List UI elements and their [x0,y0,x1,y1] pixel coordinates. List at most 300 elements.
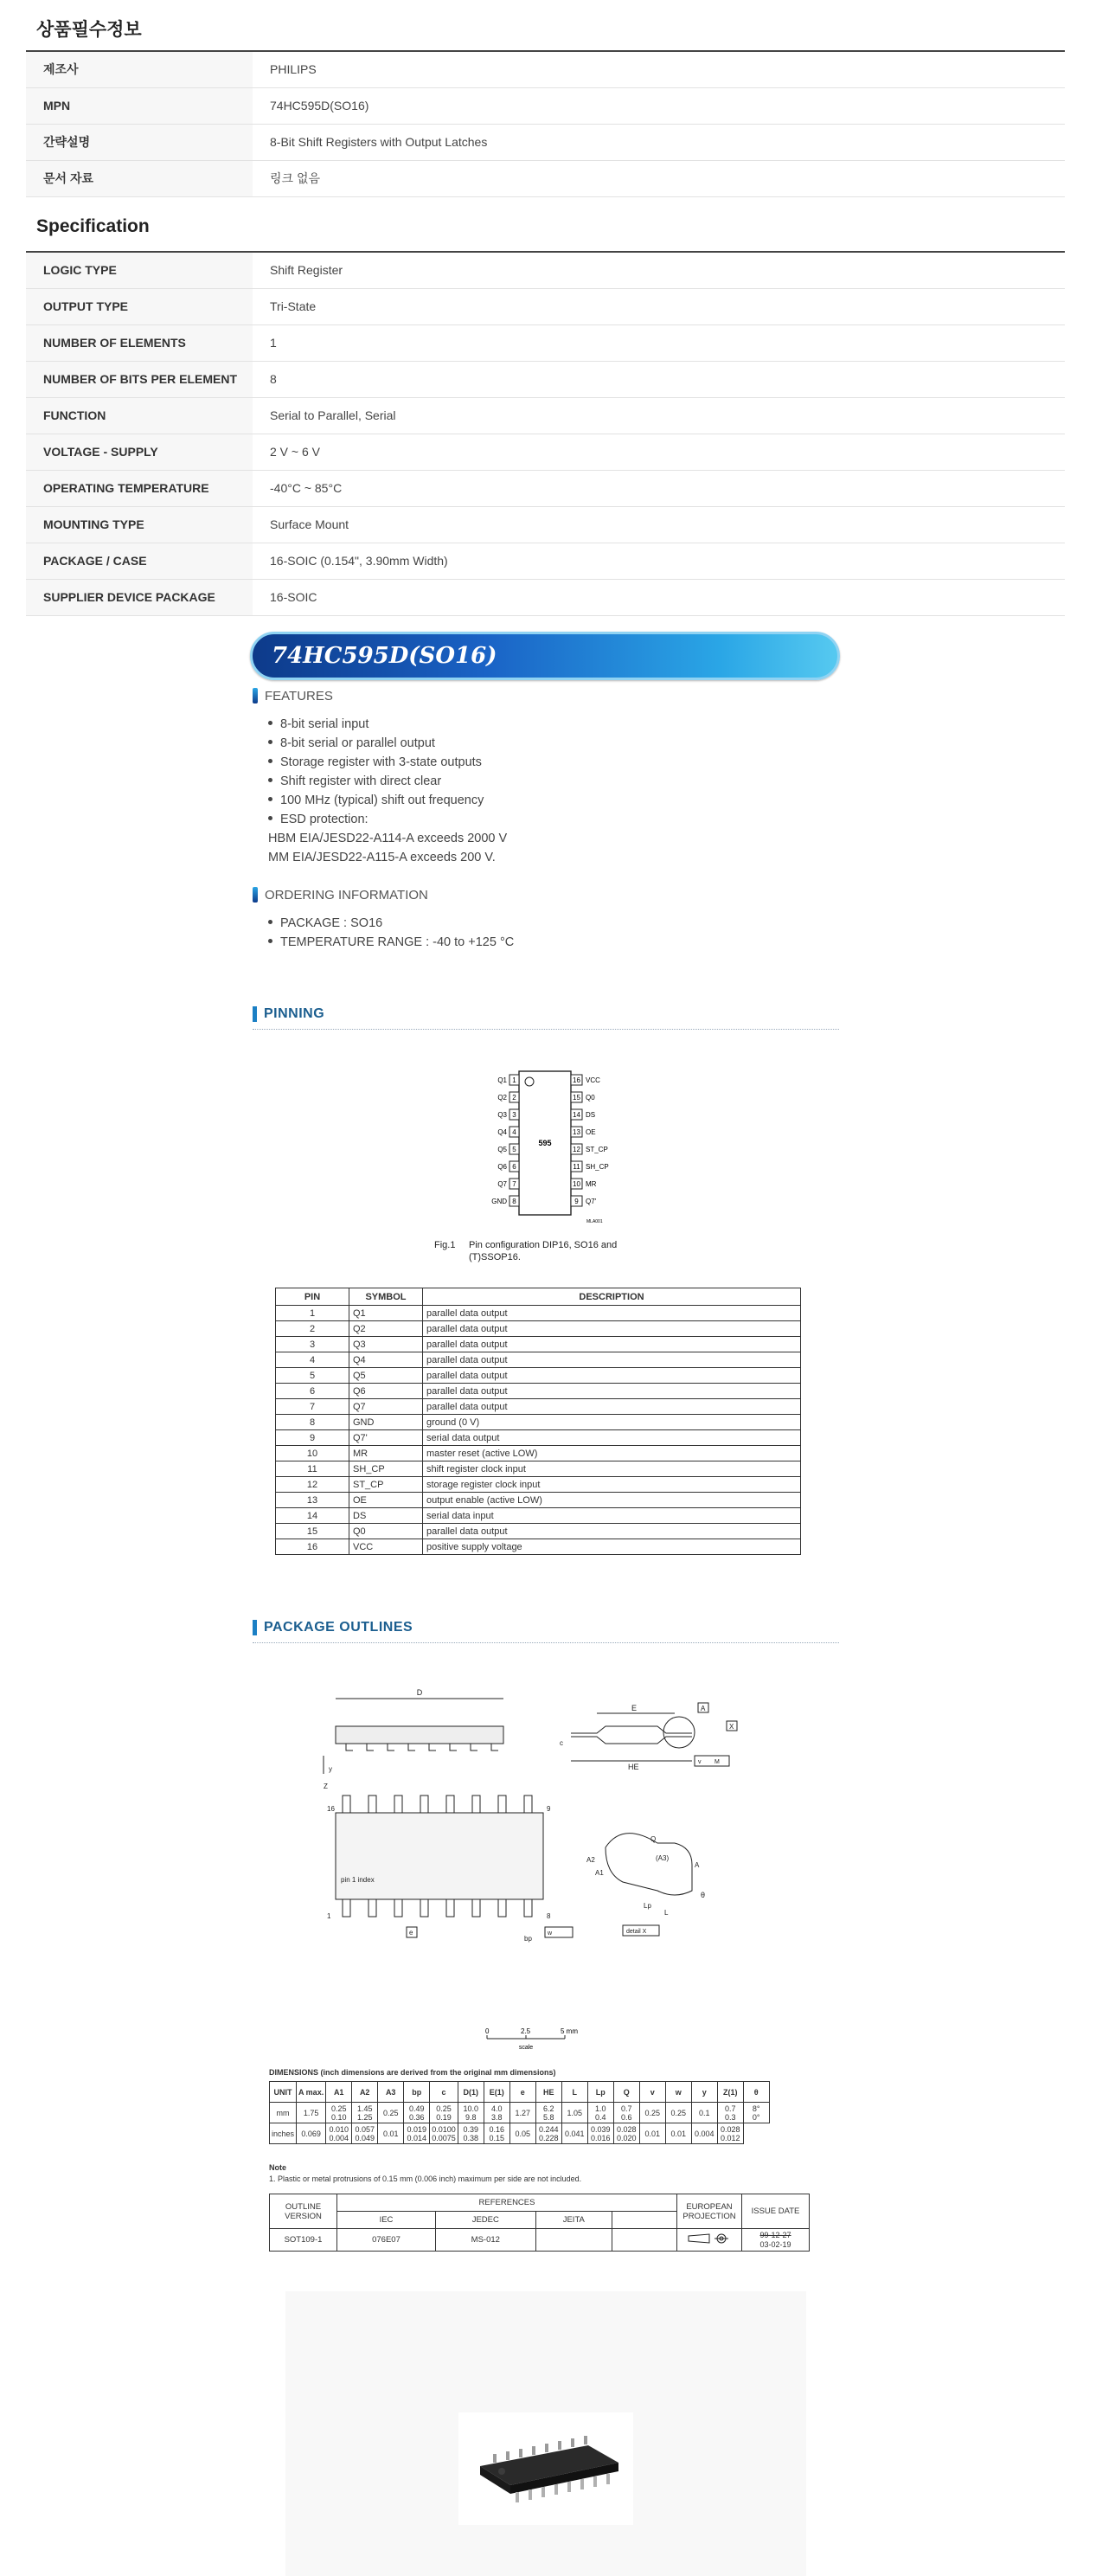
cell-symbol: Q3 [349,1337,423,1352]
cell-pin: 10 [276,1446,349,1461]
chip-lead [516,2492,519,2502]
dim-cell: 0.069 [297,2123,326,2144]
dim-he-label: HE [628,1763,639,1771]
cell-description: serial data input [423,1508,801,1524]
row-value: 2 V ~ 6 V [253,434,1065,470]
table-row [276,1415,801,1430]
cell-symbol: Q5 [349,1368,423,1384]
row-value: 16-SOIC (0.154", 3.90mm Width) [253,543,1065,579]
dim-cell: 0.25 [639,2103,665,2123]
dim-lp-label: Lp [644,1902,651,1910]
top-lead [420,1795,428,1813]
table-row [26,160,1065,196]
table-row [276,1477,801,1493]
dim-cell: y [691,2082,717,2103]
pin-figure-caption [434,1239,617,1263]
top-lead [524,1795,532,1813]
cell-description: parallel data output [423,1337,801,1352]
specification-title: Specification [36,216,150,236]
right-pins [571,1075,609,1206]
jedec-value: MS-012 [435,2229,535,2252]
pin-number: 1 [512,1076,516,1084]
top-lead [394,1795,402,1813]
chip-lead [519,2449,522,2457]
table-row [26,124,1065,160]
dim-cell: L [561,2082,587,2103]
dim-cell: 0.004 [691,2123,717,2144]
cell-pin: 8 [276,1415,349,1430]
side-lead [491,1744,498,1751]
outline-version-value: SOT109-1 [270,2229,337,2252]
pin-number: 2 [512,1094,516,1102]
pin-number: 13 [573,1128,580,1136]
pin-number: 11 [573,1163,580,1171]
side-lead [367,1744,374,1751]
row-value: Shift Register [253,252,1065,288]
table-row [276,1508,801,1524]
table-header-row [276,1288,801,1306]
pin-name: Q1 [497,1076,507,1084]
dim-cell: 0.0100 0.0075 [430,2123,458,2144]
dim-cell: A2 [352,2082,378,2103]
side-lead [346,1744,353,1751]
row-label: 제조사 [26,51,253,87]
top-lead [446,1899,454,1917]
top-lead [394,1899,402,1917]
cell-description: parallel data output [423,1306,801,1321]
row-value: Tri-State [253,288,1065,324]
dim-cell: e [509,2082,535,2103]
pin-name: Q3 [497,1111,507,1119]
table-row [276,1352,801,1368]
row-value: 16-SOIC [253,579,1065,615]
dim-cell: 0.25 0.10 [326,2103,352,2123]
dim-cell: 8° 0° [743,2103,769,2123]
side-lead [471,1744,477,1751]
chip-label: 595 [538,1139,552,1147]
cell-description: master reset (active LOW) [423,1446,801,1461]
dim-cell: 0.244 0.228 [535,2123,561,2144]
pin-name: SH_CP [586,1163,609,1171]
dim-cell: Z(1) [717,2082,743,2103]
dim-cell: 1.27 [509,2103,535,2123]
product-photo [458,2412,633,2525]
scale-bar [483,2025,604,2059]
row-value: -40°C ~ 85°C [253,470,1065,506]
pin1-index-label: pin 1 index [341,1876,375,1884]
caption-line2: (T)SSOP16. [469,1252,521,1262]
bullet-icon [268,797,272,801]
cell-pin: 11 [276,1461,349,1477]
cell-pin: 15 [276,1524,349,1539]
row-value: 8 [253,361,1065,397]
dim-cell: 0.16 0.15 [484,2123,509,2144]
side-lead [429,1744,436,1751]
table-row [276,1368,801,1384]
row-label: OPERATING TEMPERATURE [26,470,253,506]
table-row [276,1321,801,1337]
issue-date-header: ISSUE DATE [742,2194,810,2229]
dimensions-table [269,2081,770,2144]
jedec-header: JEDEC [435,2212,535,2229]
row-value: 74HC595D(SO16) [253,87,1065,124]
pin-number: 10 [573,1180,580,1188]
dim-cell: 0.49 0.36 [404,2103,430,2123]
pin-name: Q6 [497,1163,507,1171]
cell-pin: 16 [276,1539,349,1555]
dim-cell: w [665,2082,691,2103]
dim-cell: A max. [297,2082,326,2103]
pinning-heading [253,1006,839,1030]
cell-description: shift register clock input [423,1461,801,1477]
row-value: PHILIPS [253,51,1065,87]
dimensions-title: DIMENSIONS (inch dimensions are derived from the original mm dimensions) [269,2068,556,2077]
dim-cell: 0.028 0.012 [717,2123,743,2144]
col-pin-header: PIN [276,1288,349,1306]
table-row [26,506,1065,543]
cell-symbol: OE [349,1493,423,1508]
pin-name: Q2 [497,1094,507,1102]
top-lead [524,1899,532,1917]
table-row [26,87,1065,124]
cell-symbol: Q4 [349,1352,423,1368]
pin-number: 6 [512,1163,516,1171]
pin-number: 8 [512,1198,516,1205]
product-banner [250,632,840,680]
cell-pin: 5 [276,1368,349,1384]
chip-lead [593,2476,597,2487]
top-lead [472,1899,480,1917]
list-item: ESD protection: [268,810,507,829]
cell-description: parallel data output [423,1368,801,1384]
chip-lead [541,2487,545,2497]
dim-cell: 0.057 0.049 [352,2123,378,2144]
heading-bar-icon [253,887,258,903]
pin-number: 12 [573,1146,580,1153]
cell-description: parallel data output [423,1399,801,1415]
dim-e-label: E [631,1704,638,1712]
jeita-value [535,2229,612,2252]
tolerance-v-label: v [698,1759,702,1765]
cell-symbol: MR [349,1446,423,1461]
cell-description: ground (0 V) [423,1415,801,1430]
specification-table [26,251,1065,616]
pin-name: OE [586,1128,596,1136]
top-lead [420,1899,428,1917]
dim-d-label: D [416,1688,423,1697]
row-label: NUMBER OF ELEMENTS [26,324,253,361]
bullet-icon [268,816,272,820]
cell-description: parallel data output [423,1524,801,1539]
pin8-label: 8 [547,1912,551,1920]
outline-version-header: OUTLINE VERSION [270,2194,337,2229]
table-row [26,252,1065,288]
dim-a-side-label: A [695,1861,700,1869]
required-info-title: 상품필수정보 [36,20,142,40]
top-lead [498,1795,506,1813]
pin-number: 4 [512,1128,516,1136]
table-row [276,1306,801,1321]
cell-pin: 3 [276,1337,349,1352]
dim-bp-label: bp [524,1935,532,1943]
list-item-continued: MM EIA/JESD22-A115-A exceeds 200 V. [268,851,496,864]
chip-lead [567,2482,571,2492]
cell-pin: 1 [276,1306,349,1321]
note-title: Note [269,2163,286,2172]
references-header: REFERENCES [337,2194,677,2212]
row-value: 1 [253,324,1065,361]
dim-cell: mm [270,2103,297,2123]
scale-0: 0 [485,2027,490,2035]
dim-cell: 0.25 [378,2103,404,2123]
row-label: SUPPLIER DEVICE PACKAGE [26,579,253,615]
bullet-icon [268,740,272,744]
dim-cell: 0.25 0.19 [430,2103,458,2123]
bullet-icon [268,920,272,924]
tolerance-m-label: M [714,1759,720,1765]
dim-cell: 0.010 0.004 [326,2123,352,2144]
pin1-label: 1 [327,1912,331,1920]
dim-cell: c [430,2082,458,2103]
chip-lead [529,2489,532,2500]
pin-name: MR [586,1180,597,1188]
pin-table-body [276,1306,801,1555]
soic-chip-image [458,2412,633,2525]
dim-cell: UNIT [270,2082,297,2103]
detail-x-caption: detail X [626,1929,647,1935]
cell-description: positive supply voltage [423,1539,801,1555]
jeita-header: JEITA [535,2212,612,2229]
row-label: OUTPUT TYPE [26,288,253,324]
features-heading-text: FEATURES [265,688,333,703]
cell-pin: 4 [276,1352,349,1368]
caption-fig: Fig.1 [434,1240,456,1250]
dim-cell: 0.7 0.6 [613,2103,639,2123]
pin-name: Q0 [586,1094,595,1102]
cell-symbol: DS [349,1508,423,1524]
chip-lead [571,2438,574,2447]
row-label: 문서 자료 [26,160,253,196]
table-row [26,51,1065,87]
row-label: LOGIC TYPE [26,252,253,288]
detail-x-label: X [729,1723,734,1731]
chip-lead [506,2451,509,2460]
left-pins [491,1075,519,1206]
dim-cell: 1.45 1.25 [352,2103,378,2123]
heading-bar-icon [253,688,258,703]
heading-bar-icon [253,1620,257,1635]
table-row [26,470,1065,506]
row-label: MOUNTING TYPE [26,506,253,543]
heading-bar-icon [253,1006,257,1022]
cell-symbol: Q7 [349,1399,423,1415]
dim-cell: 0.041 [561,2123,587,2144]
table-row [276,1384,801,1399]
iec-value: 076E07 [337,2229,436,2252]
table-row [276,1337,801,1352]
cell-pin: 2 [276,1321,349,1337]
pin16-label: 16 [327,1805,335,1813]
row-value: Surface Mount [253,506,1065,543]
banner-title: 74HC595D(SO16) [272,643,497,669]
top-lead [343,1899,350,1917]
bullet-icon [268,759,272,763]
pin-number: 5 [512,1146,516,1153]
dim-e-pitch-label: e [409,1929,413,1937]
list-item: Storage register with 3-state outputs [268,753,507,772]
chip-lead [554,2484,558,2495]
dim-cell: D(1) [458,2082,484,2103]
dim-cell: A1 [326,2082,352,2103]
pin-number: 7 [512,1180,516,1188]
dim-a3-label: (A3) [656,1854,670,1862]
ordering-heading [253,887,428,903]
datum-a-label: A [701,1705,706,1712]
top-lead [368,1899,376,1917]
pin-configuration-diagram [484,1070,623,1225]
dim-cell: 0.039 0.016 [587,2123,613,2144]
references-table [269,2194,810,2252]
side-lead [408,1744,415,1751]
pin-number: 16 [573,1076,580,1084]
pin-number: 15 [573,1094,580,1102]
row-value[interactable]: 링크 없음 [253,160,1065,196]
dim-cell: HE [535,2082,561,2103]
cell-symbol: SH_CP [349,1461,423,1477]
side-lead [450,1744,457,1751]
top-lead [446,1795,454,1813]
cell-symbol: Q0 [349,1524,423,1539]
scale-2-5: 2.5 [521,2027,531,2035]
list-item: Shift register with direct clear [268,772,507,791]
bullet-icon [268,939,272,943]
pin9-label: 9 [547,1805,551,1813]
top-lead [472,1795,480,1813]
chip-lead [493,2454,497,2463]
cell-symbol: Q7' [349,1430,423,1446]
dim-cell: 1.05 [561,2103,587,2123]
dim-cell: A3 [378,2082,404,2103]
side-lead [388,1744,394,1751]
list-item: 100 MHz (typical) shift out frequency [268,791,507,810]
cell-symbol: Q6 [349,1384,423,1399]
required-info-table [26,50,1065,197]
dim-cell: 0.028 0.020 [613,2123,639,2144]
pin-name: Q7' [586,1198,597,1205]
dim-q-label: Q [650,1835,657,1843]
table-row [26,288,1065,324]
cell-pin: 13 [276,1493,349,1508]
issue-old: 99-12-27 [759,2230,791,2239]
pin-name: DS [586,1111,596,1119]
dim-cell: 0.05 [509,2123,535,2144]
bullet-icon [268,778,272,782]
table-row [276,1524,801,1539]
row-label: MPN [26,87,253,124]
dim-cell: E(1) [484,2082,509,2103]
chip-lead [532,2446,535,2455]
row-label: FUNCTION [26,397,253,434]
dim-cell: 1.0 0.4 [587,2103,613,2123]
projection-header: EUROPEAN PROJECTION [677,2194,742,2229]
cell-description: storage register clock input [423,1477,801,1493]
scale-5mm: 5 mm [561,2027,578,2035]
dim-cell: 0.1 [691,2103,717,2123]
package-outlines-heading [253,1620,839,1643]
projection-symbol-icon [677,2229,742,2252]
pin-number: 9 [574,1198,579,1205]
dim-cell: Lp [587,2082,613,2103]
pin-name: Q5 [497,1146,507,1153]
tolerance-w-label: w [548,1930,553,1937]
cell-pin: 6 [276,1384,349,1399]
bullet-icon [268,721,272,725]
table-row [276,1446,801,1461]
dim-cell: 0.01 [639,2123,665,2144]
cell-description: output enable (active LOW) [423,1493,801,1508]
caption-line1: Pin configuration DIP16, SO16 and [469,1240,618,1250]
list-item: 8-bit serial or parallel output [268,734,507,753]
dim-row-inch [270,2123,770,2144]
table-row [26,397,1065,434]
row-label: PACKAGE / CASE [26,543,253,579]
row-label: VOLTAGE - SUPPLY [26,434,253,470]
dim-cell: 0.019 0.014 [404,2123,430,2144]
dim-y-label: y [329,1765,332,1773]
ordering-list [268,914,514,952]
package-heading-text: PACKAGE OUTLINES [264,1620,413,1635]
row-label: NUMBER OF BITS PER ELEMENT [26,361,253,397]
list-item-continued: HBM EIA/JESD22-A114-A exceeds 2000 V [268,832,508,845]
table-row [26,324,1065,361]
cell-description: parallel data output [423,1321,801,1337]
table-row [276,1493,801,1508]
list-item: 8-bit serial input [268,715,507,734]
cell-symbol: ST_CP [349,1477,423,1493]
note-text: 1. Plastic or metal protrusions of 0.15 mm (0.006 inch) maximum per side are not included. [269,2175,582,2183]
table-row [276,1430,801,1446]
dim-cell: 0.25 [665,2103,691,2123]
dim-a1-label: A1 [595,1869,604,1877]
row-value: 8-Bit Shift Registers with Output Latches [253,124,1065,160]
row-value: Serial to Parallel, Serial [253,397,1065,434]
cell-description: parallel data output [423,1384,801,1399]
col-description-header: DESCRIPTION [423,1288,801,1306]
cell-description: serial data output [423,1430,801,1446]
dim-cell: 1.75 [297,2103,326,2123]
cell-symbol: Q2 [349,1321,423,1337]
pin-name: GND [491,1198,507,1205]
dim-cell: v [639,2082,665,2103]
col-symbol-header: SYMBOL [349,1288,423,1306]
table-row [276,1399,801,1415]
chip-lead [580,2479,584,2489]
pinning-heading-text: PINNING [264,1006,325,1021]
dim-cell: 0.01 [665,2123,691,2144]
product-photo-area [285,2291,806,2576]
table-row [276,1539,801,1555]
pin-name: Q4 [497,1128,507,1136]
chip-lead [584,2436,587,2444]
cell-pin: 12 [276,1477,349,1493]
chip-lead [606,2474,610,2484]
table-row [26,543,1065,579]
dim-a2-label: A2 [586,1856,595,1864]
dim-cell: 10.0 9.8 [458,2103,484,2123]
dim-row-header [270,2082,770,2103]
cell-symbol: VCC [349,1539,423,1555]
row-label: 간략설명 [26,124,253,160]
